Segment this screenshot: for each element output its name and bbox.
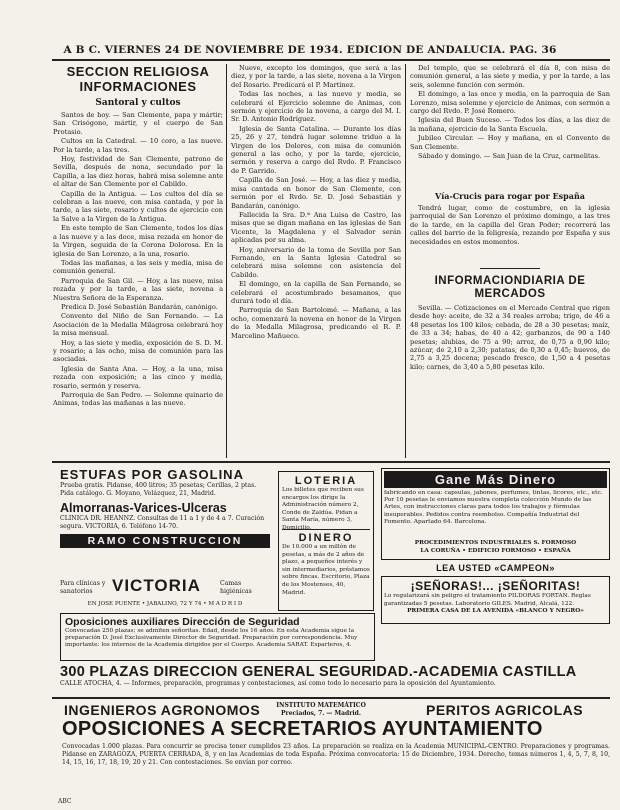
header-rule <box>52 59 610 61</box>
paragraph: Iglesia de Santa Ana. — Hoy, a la una, misa rezada con exposición; a las cinco y media, rosario, sermón y reserva. <box>53 364 223 390</box>
paragraph: Capilla de la Antigua. — Los cultos del día se celebran a las nueve, con misa cantada, y por la tarde, a las siete, rosario y cultos de ejercicio con la Salve a la Virgen de la Antigua. <box>53 189 223 223</box>
col3-body <box>410 64 610 184</box>
paragraph: Iglesia del Buen Suceso. — Todos los días, a las diez de la mañana, ejercicio de la Santa Escuela. <box>410 116 610 133</box>
plazas-title: 300 PLAZAS DIRECCION GENERAL SEGURIDAD.-ACADEMIA CASTILLA <box>60 664 577 680</box>
paragraph: Iglesia de Santa Catalina. — Durante los días 25, 26 y 27, tendrá lugar solemne triduo a la Virgen de los Dolores, con misa de comunión general a las ocho, y por la tarde, ejercicio, sermón y reserva a cargo del Rvdo. P. Francisco de P. Garrido. <box>231 124 401 175</box>
paragraph: El domingo, en la capilla de San Fernando, se celebrará el acostumbrado besamanos, que durará todo el día. <box>231 280 401 305</box>
secretarios-title: OPOSICIONES A SECRETARIOS AYUNTAMIENTO <box>62 718 543 740</box>
section-subtitle: Santoral y cultos <box>95 98 181 108</box>
gane-text: fabricando en casa: capsulas, jabones, perfumes, tintas, licores, etc., etc. Por 10 pesetas le enviamos nuestra completa colección Mundo de las Artes, con instrucciones claras para todos los trabajos y fórmulas insuperables. Pedidos contra reembolso. Compañía Industrial del Fomento. Apartado 64. Barcelona. <box>384 490 603 525</box>
paragraph: Jubileo Circular. — Hoy y mañana, en el Convento de San Clemente. <box>410 134 610 151</box>
ramo-construccion: RAMO CONSTRUCCION <box>60 534 270 548</box>
via-crucis-text <box>410 204 610 262</box>
paragraph: Tendrá lugar, como de costumbre, en la iglesia parroquial de San Lorenzo el próximo domingo, a las tres de la tarde, en la capilla del Gran Poder; recorrerá las calles del barrio de la feligresía, rezando por España y sus necesidades en estos momentos. <box>410 204 610 246</box>
ad-300-plazas <box>60 664 610 694</box>
paragraph: Convento del Niño de San Fernando. — La Asociación de la Medalla Milagrosa celebrará hoy la misa mensual. <box>53 312 223 338</box>
oposiciones-title: Oposiciones auxiliares Dirección de Seguridad <box>65 616 300 628</box>
paragraph: Cultos en la Catedral. — 10 coro, a las nueve. Por la tarde, a las tres. <box>53 137 223 154</box>
paragraph: Todas las noches, a las nueve y media, se celebrará el Ejercicio solemne de Animas, con sermón y ejercicio de la novena, a cargo del M. I. Sr. D. Antonio Rodríguez. <box>231 90 401 124</box>
paragraph: Hoy, a las siete y media, exposición de S. D. M. y rosario; a las ocho, misa de comunión para las asociadas. <box>53 338 223 364</box>
senoras-footer: PRIMERA CASA DE LA AVENIDA «BLANCO Y NEGRO» <box>407 608 584 614</box>
paragraph: Hoy, aniversario de la toma de Sevilla por San Fernando, en la Santa Iglesia Catedral se celebrará misa solemne con asistencia del Cabildo. <box>231 245 401 279</box>
ads-separator <box>52 461 610 463</box>
column-cults <box>231 64 401 458</box>
victoria-address: EN JOSE PUENTE • JABALINO, 72 Y 74 • M A D R I D <box>87 601 243 607</box>
paragraph: Nueve, excepto los domingos, que será a las diez, y por la tarde, a las siete, novena a la Virgen del Rosario. Predicará el P. Martínez. <box>231 64 401 89</box>
secretarios-text: Convocadas 1.000 plazas. Para concurrir se precisa tener cumplidos 23 años. La preparación se realiza en la Academia MUNICIPAL-CENTRO. Preparaciones y programas. Pídanse en ZARAGOZA, PUERTA CERRADA, 8, y en las Academias de toda España. Próxima convocatoria: 15 de Diciembre, 1934. Derecho, temas números 1, 4, 5, 7, 8, 10, 14, 15, 16, 17, 18, 19, 20 y 21. Con contestaciones. Se envían por correo. <box>62 743 610 766</box>
paragraph: Parroquia de San Gil. — Hoy, a las nueve, misa rezada y por la tarde, a las siete, novena a Nuestra Señora de la Esperanza. <box>53 276 223 302</box>
gane-footer: PROCEDIMIENTOS INDUSTRIALES S. FORMOSO LA CORUÑA • EDIFICIO FORMOSO • ESPAÑA <box>414 540 577 554</box>
ad-gane-dinero <box>381 468 610 560</box>
ad-victoria <box>60 576 270 612</box>
ad-senoras <box>381 576 610 624</box>
paragraph: Parroquia de San Bartolomé. — Mañana, a las ocho, comenzará la novena en honor de la Virgen de la Medalla Milagrosa, predicando el R. P. Marcelino Mañueco. <box>231 306 401 340</box>
dinero-title: DINERO <box>298 532 354 544</box>
ad-loteria-dinero <box>278 471 374 611</box>
ing-instituto: INSTITUTO MATEMÁTICO Preciados, 7. — Madrid. <box>276 702 366 717</box>
peritos-agricolas: PERITOS AGRICOLAS <box>426 702 584 718</box>
paragraph: Del templo, que se celebrará el día 8, con misa de comunión general, a las siete y media, y por la tarde, a las seis, solemne función con sermón. <box>410 64 610 89</box>
col1-body <box>53 111 223 456</box>
column-divider <box>226 64 227 458</box>
estufas-text: Prueba gratis. Pidanse, 400 litros; 35 pesetas; Cerillas, 2 ptas. Pida catálogo. G. Moyano, Velázquez, 21, Madrid. <box>60 482 257 497</box>
ad-estufas <box>60 467 270 575</box>
paragraph: Parroquia de San Pedro. — Solemne quinario de Animas, todas las mañanas a las nueve. <box>53 391 223 408</box>
page-footer: ABC <box>58 798 72 805</box>
column-religious <box>53 64 223 461</box>
page-header: A B C. VIERNES 24 DE NOVIEMBRE DE 1934. EDICION DE ANDALUCIA. PAG. 36 <box>63 44 557 56</box>
short-rule <box>480 268 540 269</box>
gane-title: Gane Más Dinero <box>384 471 607 488</box>
loteria-text: Los billetes que reciben sus encargos los dirige la Administración número 2, Conde de Zaldúa. Pidan a Santa María, número 3, Domicilio. <box>282 487 364 531</box>
senoras-title: ¡SEÑORAS!... ¡SEÑORITAS! <box>410 579 581 593</box>
ing-agronomos: INGENIEROS AGRONOMOS <box>64 702 261 718</box>
dinero-text: De 10.000 a un millón de pesetas, a más de 2 años de plazo, a pequeños interés y sin intermediarios, préstamos sobre fincas. Escritorio, Plaza de los Mostenses, 40, Madrid. <box>282 544 370 596</box>
market-text <box>410 304 610 454</box>
victoria-right: Camas higiénicas <box>220 580 252 595</box>
estufas-title: ESTUFAS POR GASOLINA <box>60 467 244 482</box>
paragraph: Hoy, festividad de San Clemente, patrono de Sevilla, después de nona, secundado por la Capilla, a las diez horas, habrá misa solemne ante el altar de San Clemente por el Cabildo. <box>53 155 223 189</box>
section-title: SECCION RELIGIOSA INFORMACIONES <box>66 64 210 94</box>
paragraph: Sábado y domingo. — San Juan de la Cruz, carmelitas. <box>418 152 601 161</box>
paragraph: Todas las mañanas, a las seis y media, misa de comunión general. <box>53 258 223 276</box>
ad-campeon: LEA USTED «CAMPEON» <box>436 563 555 573</box>
paragraph: Fallecida la Sra. D.ª Ana Luisa de Castro, las misas que se digan mañana en las iglesias de San Vicente, la Magdalena y el Salvador serán aplicadas por su alma. <box>231 210 401 245</box>
paragraph: Capilla de San José. — Hoy, a las diez y media, misa cantada en honor de San Clemente, con sermón por el Rvdo. Sr. D. José Sebastián y Bandarán, canónigo. <box>231 176 401 210</box>
paragraph: Predica D. José Sebastián Bandarán, canónigo. <box>61 302 218 311</box>
loteria-title: LOTERIA <box>294 475 358 487</box>
market-title: INFORMACIONDIARIA DE MERCADOS <box>434 275 586 300</box>
column-divider <box>405 64 406 458</box>
ads-separator <box>52 697 610 699</box>
ad-oposiciones-auxiliares <box>60 613 375 661</box>
paragraph: El domingo, a las once y media, en la parroquia de San Lorenzo, misa solemne y ejercicio de Animas, con sermón a cargo del Rvdo. P. José Romero. <box>410 90 610 116</box>
paragraph: Sevilla. — Cotizaciones en el Mercado Central que rigen desde hoy: aceite, de 32 a 34 reales arroba; trigo, de 46 a 48 pesetas los 100 kilos; cebada, de 28 a 30 pesetas; maíz, de 33 a 34; habas, de 40 a 42; garbanzos, de 90 a 140 pesetas; alubias, de 75 a 90; arroz, de 0,75 a 0,90 kilo; azúcar, de 2,10 a 2,30; patatas, de 0,30 a 0,45; huevos, de 2,75 a 3,25 docena; pescado fresco, de 1,50 a 4 pesetas kilo; carnes, de 3,40 a 5,80 pesetas kilo. <box>410 304 610 371</box>
plazas-text: CALLE ATOCHA, 4. — Informes, preparación, programas y contestaciones, así como todo lo necesario para la oposición del Ayuntamiento. <box>60 680 496 687</box>
paragraph: En este templo de San Clemente, todos los días a las nueve y a las doce, misa rezada en honor de la Virgen, seguida de la Corona Dolorosa. En la iglesia de San Lorenzo, a la una, rosario. <box>53 224 223 258</box>
almorranas-title: Almorranas-Varices-Ulceras <box>60 501 227 515</box>
victoria-brand: VICTORIA <box>112 576 201 595</box>
almorranas-text: CLINICA DR. HEANNZ. Consultas de 11 a 1 y de 4 a 7. Curación segura. VICTORIA, 6. Teléfono 14-70. <box>60 515 265 530</box>
oposiciones-text: Convocadas 250 plazas; se admiten señoritas. Edad, desde los 16 años. En esta Academia sigue la preparación D. José Exclusivamente Director de Seguridad. Preparación por correspondencia. Muy importante: los internos de la Academia dirigidos por el Cuerpo. Academia SARAT. Esparteros, 4. <box>65 628 358 649</box>
via-crucis-title: Vía-Crucis para rogar por España <box>435 191 585 201</box>
paragraph: Santos de hoy. — San Clemente, papa y mártir; San Crisógono, mártir, y el cuerpo de San Protasio. <box>53 111 223 136</box>
senoras-text: Lo regularizará sin peligro el tratamiento PILDORAS FORTAN. Reglas garantizadas 5 pesetas. Laboratorio GILES. Madrid, Alcalá, 122. <box>384 593 591 607</box>
column-markets <box>410 64 610 458</box>
victoria-left: Para clínicas y sanatorios <box>60 580 106 595</box>
